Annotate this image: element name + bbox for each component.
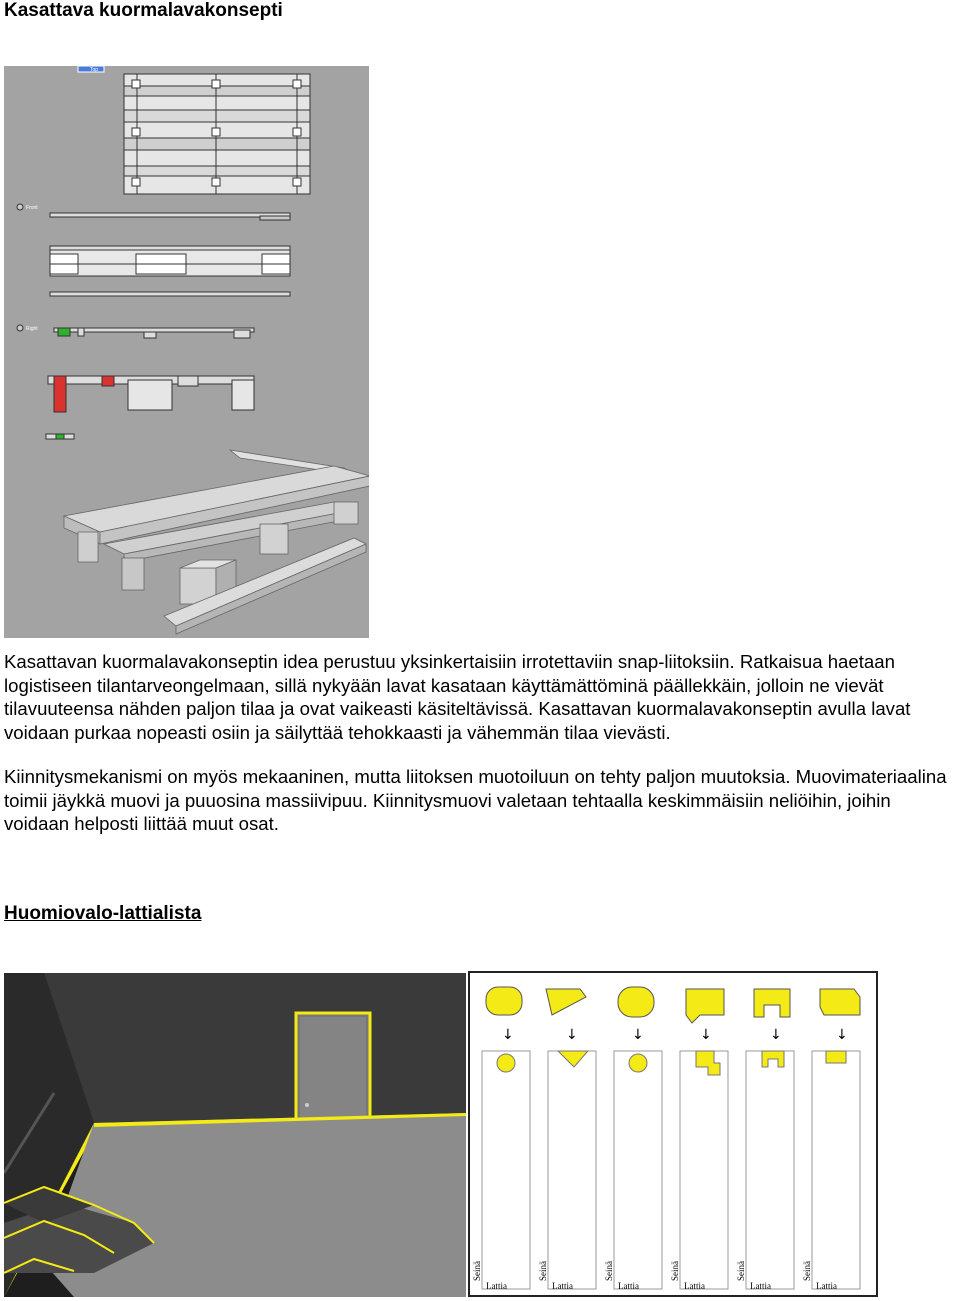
svg-text:↓: ↓ [502, 1027, 514, 1043]
svg-text:Lattia: Lattia [750, 1281, 771, 1291]
svg-text:↓: ↓ [566, 1027, 578, 1043]
view-label-top: Top [90, 67, 99, 73]
section-title-pallet: Kasattava kuormalavakonsepti [4, 0, 283, 21]
svg-text:Seinä: Seinä [472, 1261, 482, 1281]
svg-text:↓: ↓ [700, 1027, 712, 1043]
svg-text:Seinä: Seinä [604, 1261, 614, 1281]
profile-variants-figure [468, 971, 878, 1297]
svg-text:Lattia: Lattia [618, 1281, 639, 1291]
room-render-figure [4, 973, 466, 1297]
svg-text:Seinä: Seinä [736, 1261, 746, 1281]
svg-text:Lattia: Lattia [486, 1281, 507, 1291]
view-label-right: Right [26, 326, 38, 332]
svg-text:↓: ↓ [836, 1027, 848, 1043]
paragraph-pallet-mechanism: Kiinnitysmekanismi on myös mekaaninen, mutta liitoksen muotoiluun on tehty paljon muutoksia. Muovimateriaalina toimii jäykkä muovi ja puuosina massiivipuu. Kiinnitysmuovi valetaan tehtaalla keskimmäisiin neliöihin, joihin voidaan helposti liittää muut osat. [4, 766, 947, 834]
view-label-front: Front [26, 205, 38, 211]
svg-text:Lattia: Lattia [816, 1281, 837, 1291]
svg-text:Seinä: Seinä [670, 1261, 680, 1281]
svg-text:Lattia: Lattia [552, 1281, 573, 1291]
svg-text:↓: ↓ [632, 1027, 644, 1043]
svg-text:Seinä: Seinä [802, 1261, 812, 1281]
svg-text:Lattia: Lattia [684, 1281, 705, 1291]
paragraph-pallet-intro: Kasattavan kuormalavakonseptin idea perustuu yksinkertaisiin irrotettaviin snap-liitoksiin. Ratkaisua haetaan logistiseen tilantarveongelmaan, sillä nykyään lavat kasataan käyttämättöminä päällekkäin, jolloin ne vievät tilavuuteensa nähden paljon tilaa ja ovat vaikeasti käsiteltävissä. Kasattavan kuormalavakonseptin avulla lavat voidaan purkaa nopeasti osiin ja säilyttää tehokkaasti ja vähemmän tilaa vievästi. [4, 651, 911, 743]
pallet-cad-figure [4, 66, 369, 638]
section-title-floor-strip: Huomiovalo-lattialista [4, 903, 202, 924]
svg-text:Seinä: Seinä [538, 1261, 548, 1281]
svg-text:↓: ↓ [770, 1027, 782, 1043]
